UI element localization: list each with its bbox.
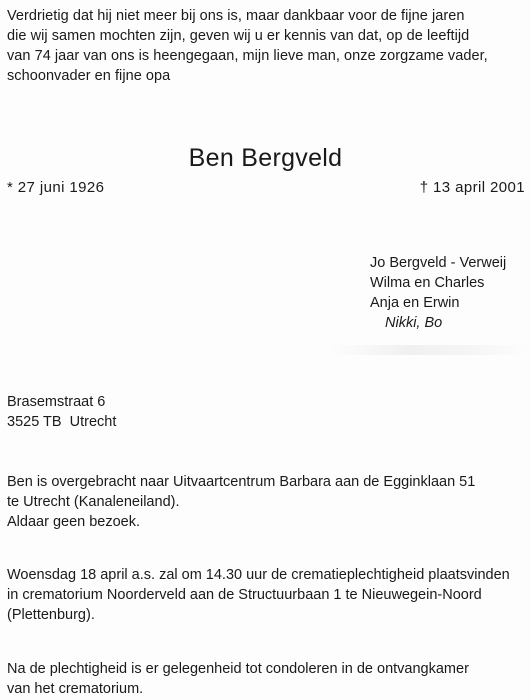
family-member: Wilma en Charles: [370, 275, 485, 291]
paragraph-line: in crematorium Noorderveld aan de Structuurbaan 1 te Nieuwegein-Noord: [7, 587, 482, 603]
intro-line: Verdrietig dat hij niet meer bij ons is, maar dankbaar voor de fijne jaren: [7, 8, 465, 24]
paragraph-line: Ben is overgebracht naar Uitvaartcentrum Barbara aan de Egginklaan 51: [7, 474, 476, 490]
family-member: Anja en Erwin: [370, 295, 460, 311]
grandchildren: Nikki, Bo: [385, 315, 443, 331]
death-date: † 13 april 2001: [419, 179, 525, 196]
address-block: [7, 392, 116, 432]
address-city: 3525 TB Utrecht: [7, 414, 117, 430]
intro-text: [7, 6, 527, 86]
paragraph-funeral-center: [7, 472, 527, 532]
paragraph-ceremony: [7, 565, 527, 625]
paragraph-line: Na de plechtigheid is er gelegenheid tot condoleren in de ontvangkamer: [7, 661, 469, 677]
paragraph-condolences: [7, 659, 527, 699]
address-street: Brasemstraat 6: [7, 394, 106, 410]
paragraph-line: (Plettenburg).: [7, 607, 95, 623]
paragraph-line: te Utrecht (Kanaleneiland).: [7, 494, 180, 510]
paragraph-line: Woensdag 18 april a.s. zal om 14.30 uur de crematieplechtigheid plaatsvinden: [7, 567, 510, 583]
intro-line: die wij samen mochten zijn, geven wij u er kennis van dat, op de leeftijd: [7, 28, 470, 44]
intro-line: schoonvader en fijne opa: [7, 68, 171, 84]
scan-smudge: [330, 345, 530, 355]
intro-line: van 74 jaar van ons is heengegaan, mijn lieve man, onze zorgzame vader,: [7, 48, 488, 64]
birth-date: * 27 juni 1926: [7, 179, 105, 196]
paragraph-line: van het crematorium.: [7, 681, 144, 697]
family-member: Jo Bergveld - Verweij: [370, 255, 507, 271]
family-signatures: [370, 253, 506, 333]
paragraph-line: Aldaar geen bezoek.: [7, 514, 141, 530]
deceased-name: Ben Bergveld: [188, 144, 343, 172]
